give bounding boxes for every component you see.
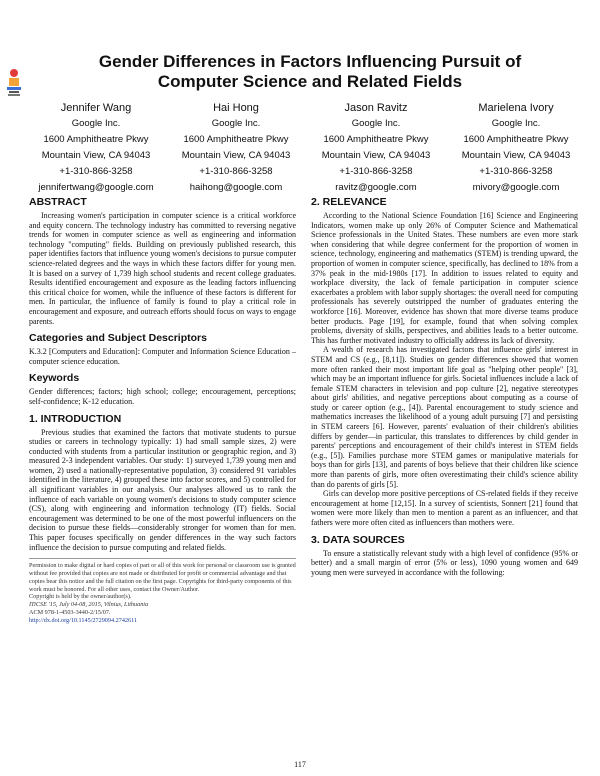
author-name: Jennifer Wang xyxy=(60,102,132,114)
relevance-paragraph-1: According to the National Science Foundation [16] Science and Engineering Indicators, women make up only 26% of Computer Science and Mathematical Science professionals in the United States. These numbers are even more stark when considering that while degree conferment for the proportion of women in science, technology, engineering and mathematics (STEM) is trending upward, the proportion of women in computer science, specifically, has declined to 18% from a 37% peak in the mid-1980s [17]. In addition to issues related to equity and workplace diversity, the lack of female participation in computer science exacerbates a problem with labor supply shortages: the overall need for computing professionals has severely outstripped the number of graduates entering the workforce [16]. Moreover, evidence has shown that more diverse teams produce better products. Page [19], for example, found that when solving complex problems, diversity of skills, perspectives, and abilities leads to a better outcome. This has further motivated industry to officially address its lack of diversity. xyxy=(311,211,578,345)
acm-line: ACM 978-1-4503-3440-2/15/07. xyxy=(29,609,111,616)
author-4 xyxy=(446,100,586,196)
categories-heading: Categories and Subject Descriptors xyxy=(29,332,207,345)
author-org: Google Inc. xyxy=(351,118,401,129)
left-column xyxy=(29,196,296,625)
author-org: Google Inc. xyxy=(491,118,541,129)
abstract-section xyxy=(29,196,296,326)
author-org: Google Inc. xyxy=(211,118,261,129)
data-sources-text: To ensure a statistically relevant study with a high level of confidence (95% or better) and a small margin of error (5% or less), 1090 young women and 649 young men were surveyed in accordance with the following: xyxy=(311,548,578,577)
author-name: Marielena Ivory xyxy=(478,102,554,114)
author-2 xyxy=(166,100,306,196)
venue-line: ITiCSE '15, July 04-08, 2015, Vilnius, Lithuania xyxy=(29,601,149,609)
abstract-text: Increasing women's participation in computer science is a critical workforce and equity concern. The technology industry has committed to reversing negative trends for women in computer science as well as engineering and information technology "computing" fields. Building on previously published research, this paper identifies factors that influence young women's decisions to pursue computer science-related degrees and the ways in which these factors differ for young men. It is based on a survey of 1,739 high school students and recent college graduates. Results identified encouragement and exposure as the leading factors influencing this critical choice for women, while the influence of these factors is different for men. In particular, the influence of family is found to play a critical role in encouragement and exposure, and outreach efforts should focus on ways to engage parents. xyxy=(29,211,296,326)
author-name: Jason Ravitz xyxy=(344,102,408,114)
data-sources-section xyxy=(311,534,578,578)
author-phone: +1-310-866-3258 xyxy=(479,166,553,177)
permission-block xyxy=(29,558,296,624)
author-address-2: Mountain View, CA 94043 xyxy=(41,150,151,161)
relevance-paragraph-3: Girls can develop more positive perceptions of CS-related fields if they receive encouragement at home [12,15]. In a survey of scientists, Sonnert [21] found that women were more likely than men to mention a parent as an influencer, and that fathers were more often cited as influencers than mothers were. xyxy=(311,489,578,527)
relevance-section xyxy=(311,196,578,528)
author-address-2: Mountain View, CA 94043 xyxy=(181,150,291,161)
keywords-section xyxy=(29,372,296,406)
title-line-2: Computer Science and Related Fields xyxy=(157,72,463,91)
categories-section xyxy=(29,332,296,366)
author-address-1: 1600 Amphitheatre Pkwy xyxy=(463,134,569,145)
relevance-paragraph-2: A wealth of research has investigated factors that influence girls' interest in STEM and CS (e.g., [8,11]). Studies on gender differences showed that women more often ranked their most important life goal as "helping other people" [3], which may be an important influence for girls. Societal influences include a lack of female STEM characters in television and pop culture [2], negative stereotypes about girls' abilities, and negative perceptions about computing as a course of study or career option (e.g., [4]). Parental encouragement to study science and mathematics increases the likelihood of a young adult pursuing [7] and persisting in STEM careers [6]. However, parents' evaluation of their children's abilities differs by gender—in particular, this translates to differences by child gender in parents' perceptions and encouragement of their child's interest in STEM fields (e.g., [5]). Families purchase more STEM games or manipulative materials for boys than for girls [13], and parents of boys believe that their children like science more than parents of girls, more often overestimating their child's science ability than do parents of girls [5]. xyxy=(311,345,578,489)
author-phone: +1-310-866-3258 xyxy=(199,166,273,177)
author-3 xyxy=(306,100,446,196)
author-1 xyxy=(26,100,166,196)
doi-link[interactable]: http://dx.doi.org/10.1145/2729094.2742611 xyxy=(29,616,138,624)
author-phone: +1-310-866-3258 xyxy=(339,166,413,177)
author-email[interactable]: jennifertwang@google.com xyxy=(38,182,154,193)
author-email[interactable]: mivory@google.com xyxy=(472,182,560,193)
introduction-heading: 1. INTRODUCTION xyxy=(29,412,122,425)
author-email[interactable]: ravitz@google.com xyxy=(335,182,417,193)
data-sources-heading: 3. DATA SOURCES xyxy=(311,533,405,546)
abstract-heading: ABSTRACT xyxy=(29,196,87,208)
conference-logo-icon xyxy=(4,66,24,98)
author-address-1: 1600 Amphitheatre Pkwy xyxy=(323,134,429,145)
introduction-section xyxy=(29,413,296,553)
title-line-1: Gender Differences in Factors Influencing Pursuit of xyxy=(98,52,522,71)
author-address-1: 1600 Amphitheatre Pkwy xyxy=(183,134,289,145)
relevance-heading: 2. RELEVANCE xyxy=(311,196,387,208)
categories-text: K.3.2 [Computers and Education]: Computer and Information Science Education – computer science education. xyxy=(29,347,296,366)
author-name: Hai Hong xyxy=(213,102,259,114)
permission-notice: Permission to make digital or hard copies of part or all of this work for personal or classroom use is granted without fee provided that copies are not made or distributed for profit or commercial advantage and that copies bear this notice and the full citation on the first page. Copyrights for third-party components of this work must be honored. For all other uses, contact the Owner/Author. xyxy=(29,562,296,593)
author-phone: +1-310-866-3258 xyxy=(59,166,133,177)
author-org: Google Inc. xyxy=(71,118,121,129)
author-block xyxy=(26,100,586,196)
keywords-text: Gender differences; factors; high school; college; encouragement, perceptions; self-confidence; K-12 education. xyxy=(29,387,296,406)
author-address-2: Mountain View, CA 94043 xyxy=(321,150,431,161)
page-number: 117 xyxy=(294,760,306,769)
introduction-text: Previous studies that examined the factors that motivate students to pursue studies or careers in technology typically: 1) had small sample sizes, 2) were conducted with students from a particular institution or geographic region, and 3) measured 2-3 independent variables. Our study: 1) surveyed 1,739 young men and women, 2) used a nationally-representative population, 3) considered 91 variables identified in the literature, 4) grouped these into factor scores, and 5) controlled for all significant variables in our analysis. Our analyses allowed us to rank the influence of each variable on young women's decisions to study computer science (CS), along with engineering and information technology (IT) fields. Social encouragement was determined to be one of the most powerful influencers on the decision to pursue these fields—considerably stronger for women than for men. This paper focuses specifically on gender differences in the way such factors influence the decision to pursue computing and related fields. xyxy=(29,427,296,552)
right-column xyxy=(311,196,578,583)
paper-title xyxy=(30,52,590,92)
keywords-heading: Keywords xyxy=(29,372,80,385)
author-address-2: Mountain View, CA 94043 xyxy=(461,150,571,161)
author-address-1: 1600 Amphitheatre Pkwy xyxy=(43,134,149,145)
author-email[interactable]: haihong@google.com xyxy=(189,182,283,193)
copyright-line: Copyright is held by the owner/author(s). xyxy=(29,593,132,601)
